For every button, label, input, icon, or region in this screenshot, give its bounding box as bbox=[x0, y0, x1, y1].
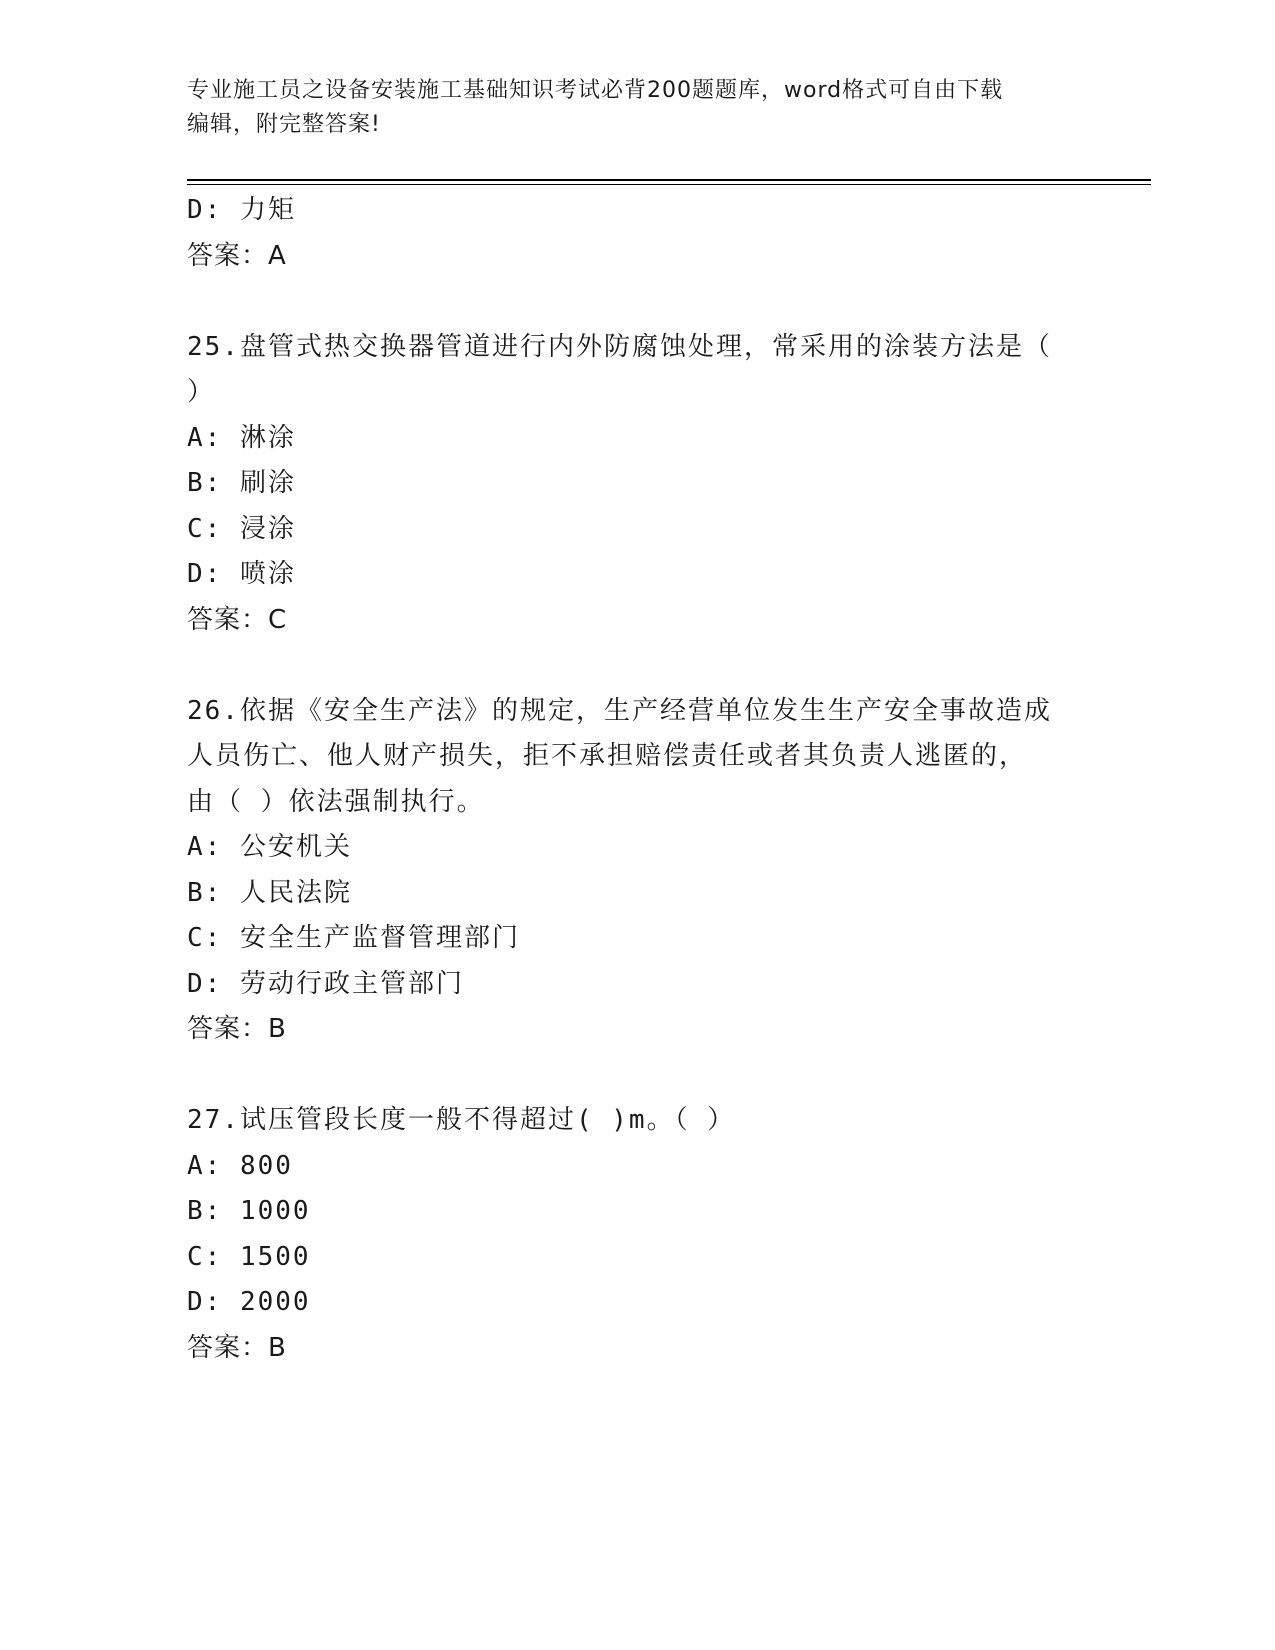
option-a: A: 淋涂 bbox=[187, 422, 296, 453]
question-stem-line: 27.试压管段长度一般不得超过( )m。（ ） bbox=[187, 1105, 736, 1135]
document-body bbox=[187, 188, 1087, 1371]
option-b: B: 人民法院 bbox=[187, 877, 352, 908]
spacer bbox=[187, 1053, 1087, 1099]
option-b: B: 刷涂 bbox=[187, 468, 296, 498]
header-rule-thin bbox=[187, 184, 1151, 185]
option-d: D: 喷涂 bbox=[187, 559, 296, 589]
answer: 答案：C bbox=[187, 604, 288, 635]
answer: 答案：B bbox=[187, 1014, 287, 1044]
option-d: D: 2000 bbox=[187, 1287, 311, 1317]
question-25 bbox=[187, 325, 1087, 644]
spacer bbox=[187, 643, 1087, 689]
answer: 答案：B bbox=[187, 1332, 287, 1363]
question-stem-line: 人员伤亡、他人财产损失，拒不承担赔偿责任或者其负责人逃匿的， bbox=[187, 741, 1028, 771]
option-d: D: 劳动行政主管部门 bbox=[187, 968, 464, 999]
question-stem-line: ） bbox=[187, 377, 216, 407]
document-header bbox=[187, 74, 1087, 142]
question-stem-line: 由（ ）依法强制执行。 bbox=[187, 786, 485, 817]
prev-answer: 答案：A bbox=[187, 240, 287, 271]
header-line-1: 专业施工员之设备安装施工基础知识考试必背200题题库，word格式可自由下载 bbox=[187, 78, 1004, 103]
option-a: A: 公安机关 bbox=[187, 832, 352, 862]
option-b: B: 1000 bbox=[187, 1196, 311, 1226]
option-c: C: 浸涂 bbox=[187, 513, 296, 544]
question-stem-line: 26.依据《安全生产法》的规定，生产经营单位发生生产安全事故造成 bbox=[187, 695, 1052, 726]
header-rule-thick bbox=[187, 179, 1151, 181]
option-a: A: 800 bbox=[187, 1150, 293, 1181]
question-stem-line: 25.盘管式热交换器管道进行内外防腐蚀处理，常采用的涂装方法是（ bbox=[187, 331, 1052, 362]
question-26 bbox=[187, 689, 1087, 1053]
option-c: C: 安全生产监督管理部门 bbox=[187, 923, 520, 953]
question-27 bbox=[187, 1098, 1087, 1371]
prev-option-d: D: 力矩 bbox=[187, 195, 296, 225]
option-c: C: 1500 bbox=[187, 1241, 311, 1272]
header-line-2: 编辑，附完整答案! bbox=[187, 112, 381, 137]
spacer bbox=[187, 279, 1087, 325]
